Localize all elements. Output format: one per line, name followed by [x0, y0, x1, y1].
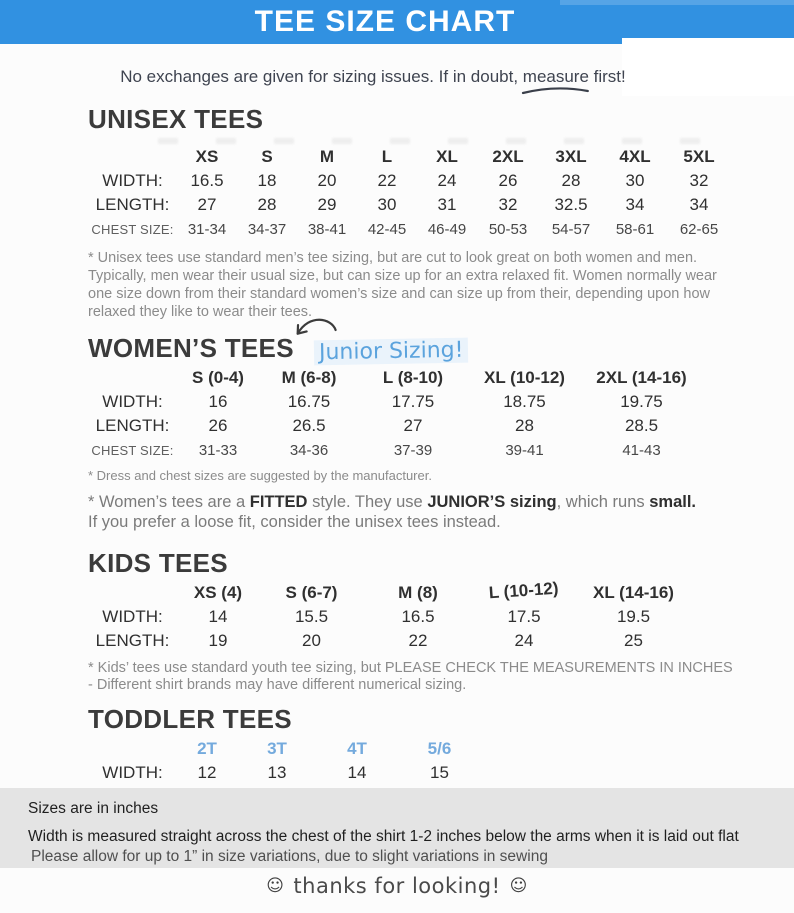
kids-note: * Kids’ tees use standard youth tee sizing, but PLEASE CHECK THE MEASUREMENTS IN INCHES - Different shirt brands may have different numerical sizing.	[88, 660, 733, 693]
size-value: 14	[347, 763, 367, 782]
size-value: 17.5	[507, 607, 541, 626]
unisex-header-row	[88, 144, 731, 169]
underline-swoosh-icon	[521, 87, 590, 95]
size-col-header: 5/6	[427, 739, 452, 758]
size-col-header: XS	[195, 147, 219, 166]
size-col-header: 3T	[267, 739, 287, 758]
size-col-header: M	[319, 147, 335, 166]
thanks-line	[0, 874, 794, 898]
row-label: CHEST SIZE:	[91, 222, 174, 237]
womens-header-row	[88, 365, 701, 390]
footer-line-measure: Width is measured straight across the chest of the shirt 1-2 inches below the arms when it is laid out flat	[28, 828, 739, 845]
size-value: 20	[317, 171, 337, 190]
size-col-header: L (10-12)	[488, 578, 560, 603]
kids-header-row	[88, 580, 691, 605]
toddler-header-row	[88, 736, 482, 761]
size-col-header: XL	[436, 147, 458, 166]
fitted-style-note: * Women’s tees are a FITTED style. They use JUNIOR’S sizing, which runs small. If you prefer a loose fit, consider the unisex tees instead.	[88, 493, 697, 531]
size-value: 34	[689, 195, 709, 214]
size-value: 18	[257, 171, 277, 190]
size-col-header: 3XL	[555, 147, 587, 166]
thanks-text: thanks for looking!	[293, 874, 501, 898]
size-value: 16.5	[401, 607, 435, 626]
footer-line-inches: Sizes are in inches	[28, 800, 159, 817]
size-value: 41-43	[622, 442, 661, 459]
unisex-note: * Unisex tees use standard men’s tee sizing, but are cut to look great on both women and men. Typically, men wear their usual size, but can size up for an extra relaxed fit. Women normally wear one size down from their standard women’s size and can size up from their, depending upon how relaxed they like to wear their tees.	[88, 250, 717, 320]
size-value: 26.5	[292, 416, 326, 435]
row-label: LENGTH:	[95, 631, 170, 650]
footer-line-variation: Please allow for up to 1” in size variations, due to slight variations in sewing	[31, 848, 548, 865]
kids-width-row	[88, 605, 691, 629]
row-label: CHEST SIZE:	[91, 443, 174, 458]
size-value: 42-45	[367, 221, 407, 238]
size-value: 31	[437, 195, 457, 214]
size-value: 27	[197, 195, 217, 214]
size-value: 31-34	[187, 221, 227, 238]
size-col-header: S (0-4)	[192, 368, 244, 387]
size-col-header: 2T	[197, 739, 217, 758]
junior-sizing-annotation: Junior Sizing!	[314, 338, 469, 366]
kids-section	[0, 548, 794, 694]
size-value: 19.75	[620, 392, 663, 411]
curved-arrow-icon	[281, 316, 344, 349]
kids-heading: KIDS TEES	[88, 548, 228, 578]
unisex-size-table	[88, 144, 731, 240]
unisex-width-row	[88, 169, 731, 193]
size-value: 34-36	[289, 442, 329, 459]
smiley-icon: ☺	[509, 876, 528, 896]
unisex-length-row	[88, 193, 731, 217]
size-col-header: XL (10-12)	[484, 368, 565, 387]
size-col-header: S (6-7)	[285, 583, 338, 602]
size-value: 24	[514, 631, 534, 650]
row-label: WIDTH:	[102, 763, 163, 782]
size-value: 26	[208, 416, 228, 435]
size-value: 25	[624, 631, 643, 650]
size-col-header: L	[381, 147, 393, 166]
size-col-header: 4XL	[619, 147, 651, 166]
womens-section	[0, 333, 794, 532]
size-value: 28	[561, 171, 581, 190]
size-value: 34	[625, 195, 645, 214]
size-value: 32	[689, 171, 709, 190]
underlined-word: measure	[523, 67, 589, 87]
size-value: 58-61	[615, 221, 655, 238]
size-value: 30	[625, 171, 645, 190]
size-col-header: S	[261, 147, 273, 166]
size-col-header: 2XL (14-16)	[596, 368, 687, 387]
size-value: 15.5	[294, 607, 329, 626]
unisex-heading: UNISEX TEES	[88, 104, 264, 134]
size-value: 19.5	[616, 607, 651, 626]
size-value: 37-39	[393, 442, 433, 459]
row-label: WIDTH:	[102, 171, 163, 190]
size-value: 22	[377, 171, 397, 190]
size-col-header: 4T	[347, 739, 367, 758]
kids-size-table	[88, 580, 691, 653]
unisex-chest-row	[88, 217, 731, 240]
manufacturer-note: * Dress and chest sizes are suggested by the manufacturer.	[88, 468, 432, 483]
size-value: 16.75	[287, 392, 331, 411]
exchange-notice	[0, 67, 770, 87]
size-value: 27	[403, 416, 423, 435]
page-title: TEE SIZE CHART	[254, 5, 516, 38]
size-value: 16.5	[190, 171, 224, 190]
footer-notes-panel	[0, 788, 794, 868]
size-value: 28	[257, 195, 277, 214]
size-value: 20	[302, 631, 321, 650]
size-value: 32.5	[554, 195, 588, 214]
size-value: 46-49	[427, 221, 467, 238]
size-value: 14	[208, 607, 228, 626]
faded-text-artifact	[158, 138, 718, 144]
size-value: 28	[515, 416, 534, 435]
size-value: 19	[208, 631, 228, 650]
womens-headline	[88, 333, 794, 366]
size-col-header: 2XL	[492, 147, 524, 166]
size-value: 17.75	[391, 392, 435, 411]
notice-text-pre: No exchanges are given for sizing issues. If in doubt,	[120, 67, 523, 86]
womens-heading: WOMEN’S TEES	[88, 333, 294, 363]
row-label: LENGTH:	[95, 416, 170, 435]
kids-length-row	[88, 629, 691, 653]
size-value: 24	[437, 171, 457, 190]
size-col-header: M (6-8)	[281, 368, 337, 387]
smiley-icon: ☺	[266, 876, 285, 896]
womens-length-row	[88, 414, 701, 438]
toddler-heading: TODDLER TEES	[88, 704, 292, 734]
size-value: 31-33	[198, 442, 238, 459]
unisex-section	[0, 104, 794, 321]
row-label: LENGTH:	[95, 195, 170, 214]
size-value: 15	[430, 763, 449, 782]
size-col-header: M (8)	[398, 583, 438, 602]
size-value: 16	[208, 392, 228, 411]
size-col-header: XL (14-16)	[593, 583, 674, 602]
toddler-width-row	[88, 761, 482, 785]
size-value: 38-41	[307, 221, 347, 238]
size-value: 13	[267, 763, 287, 782]
womens-width-row	[88, 390, 701, 414]
size-value: 39-41	[505, 442, 544, 459]
size-value: 50-53	[488, 221, 528, 238]
size-value: 32	[498, 195, 518, 214]
size-value: 29	[317, 195, 337, 214]
size-value: 28.5	[624, 416, 659, 435]
size-col-header: 5XL	[683, 147, 715, 166]
womens-size-table	[88, 365, 701, 461]
size-value: 34-37	[247, 221, 287, 238]
notice-text-post: first!	[588, 67, 626, 86]
size-value: 30	[377, 195, 397, 214]
size-value: 62-65	[679, 221, 719, 238]
size-col-header: L (8-10)	[382, 368, 444, 387]
size-col-header: XS (4)	[193, 583, 243, 602]
size-value: 54-57	[551, 221, 591, 238]
size-value: 26	[498, 171, 518, 190]
row-label: WIDTH:	[102, 607, 163, 626]
womens-chest-row	[88, 438, 701, 461]
size-value: 12	[197, 763, 217, 782]
size-value: 22	[408, 631, 428, 650]
size-value: 18.75	[503, 392, 546, 411]
row-label: WIDTH:	[102, 392, 163, 411]
